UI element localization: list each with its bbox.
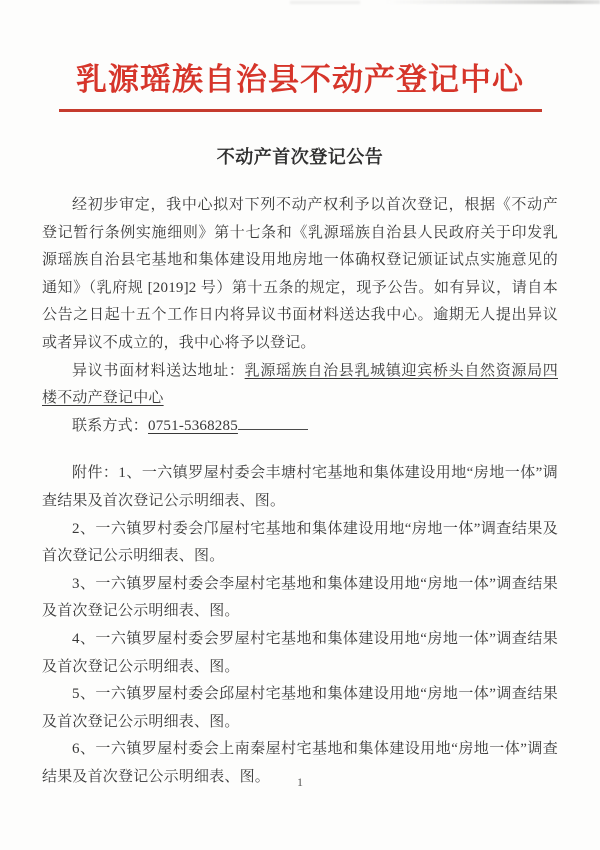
page-number: 1: [297, 775, 303, 789]
objection-address-line: [42, 358, 558, 413]
notice-title: 不动产首次登记公告: [216, 147, 384, 167]
scan-artifact: [290, 1, 360, 4]
title-divider: [59, 109, 542, 112]
attachment-item-text: 1、一六镇罗屋村委会丰塘村宅基地和集体建设用地“房地一体”调查结果及首次登记公示明细表、图。: [42, 465, 558, 509]
address-value: 乳源瑶族自治县乳城镇迎宾桥头自然资源局四楼不动产登记中心: [42, 362, 558, 407]
org-title: 乳源瑶族自治县不动产登记中心: [76, 62, 524, 97]
attachments-section: [42, 460, 558, 791]
attachment-item: 2、一六镇罗村委会邝屋村宅基地和集体建设用地“房地一体”调查结果及首次登记公示明细表、图。: [42, 520, 558, 565]
notice-body-paragraph: 经初步审定，我中心拟对下列不动产权利予以首次登记，根据《不动产登记暂行条例实施细则》第十七条和《乳源瑶族自治县人民政府关于印发乳源瑶族自治县宅基地和集体建设用地房地一体确权登记颁证试点实施意见的通知》（乳府规 [2019]2 号）第十五条的规定，现予公告。如有异议，请自本公告之日起十五个工作日内将异议书面材料送达我中心。逾期无人提出异议或者异议不成立的，我中心将予以登记。: [42, 197, 558, 351]
address-label: 异议书面材料送达地址：: [72, 362, 245, 379]
attachment-item: [42, 460, 558, 515]
attachment-item: 6、一六镇罗屋村委会上南秦屋村宅基地和集体建设用地“房地一体”调查结果及首次登记公示明细表、图。: [42, 741, 558, 785]
scan-artifact: [385, 0, 600, 4]
attachment-item: 4、一六镇罗屋村委会罗屋村宅基地和集体建设用地“房地一体”调查结果及首次登记公示明细表、图。: [42, 630, 558, 675]
attachments-label: 附件：: [72, 465, 119, 482]
contact-line: [42, 413, 558, 441]
contact-label: 联系方式：: [72, 417, 149, 434]
notice-body: [42, 192, 558, 791]
attachment-item: 5、一六镇罗屋村委会邱屋村宅基地和集体建设用地“房地一体”调查结果及首次登记公示明细表、图。: [42, 686, 558, 730]
contact-value: 0751-5368285: [148, 417, 238, 434]
attachment-item: 3、一六镇罗屋村委会李屋村宅基地和集体建设用地“房地一体”调查结果及首次登记公示明细表、图。: [42, 575, 558, 620]
blank-underline: [238, 413, 308, 430]
